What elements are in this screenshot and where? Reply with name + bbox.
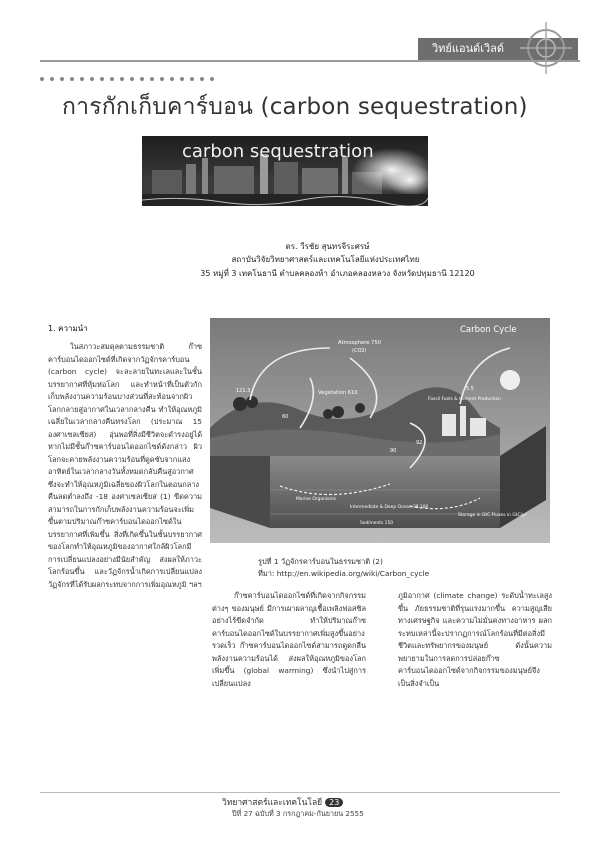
footer-magazine — [222, 795, 343, 809]
vegetation-label: Vegetation 610 — [318, 390, 358, 396]
section-tab: วิทย์แอนด์เวิลด์ — [418, 38, 578, 60]
figure-caption-source: ที่มา: http://en.wikipedia.org/wiki/Carbon_cycle — [258, 569, 430, 578]
figure-caption-title: รูปที่ 1 วัฏจักรคาร์บอนในธรรมชาติ (2) — [258, 557, 383, 566]
storage-legend: Storage in GtC Fluxes in GtC/yr — [458, 513, 527, 518]
sediments-label: Sediments 150 — [360, 521, 394, 526]
banner-title: carbon sequestration — [182, 141, 374, 162]
deep-ocean-label: Intermediate & Deep Ocean 38,100 — [350, 505, 429, 510]
flux-label-3: 92 — [416, 440, 423, 446]
fossil-fuels-label: Fossil Fuels & Cement Production — [428, 397, 501, 402]
column-2-text: ก๊าซคาร์บอนไดออกไซด์ที่เกิดจากกิจกรรมต่างๆ ของมนุษย์ มีการเผาผลาญเชื้อเพลิงฟอสซิลอย่างไร้ขีดจำกัด ทำให้ปริมาณก๊าซคาร์บอนไดออกไซด์ในบรรยากาศเพิ่มสูงขึ้นอย่างรวดเร็ว ก๊าซคาร์บอนไดออกไซด์สามารถดูดกลืนพลังงานความร้อนได้ ส่งผลให้อุณหภูมิของโลกเพิ่มขึ้น (global warming) ซึ่งนำไปสู่การเปลี่ยนแปลง — [212, 591, 367, 688]
figure-caption — [258, 556, 558, 580]
flux-label-5: 60 — [282, 414, 289, 420]
author-address: 35 หมู่ที่ 3 เทคโนธานี ตำบลคลองห้า อำเภอคลองหลวง จังหวัดปทุมธานี 12120 — [200, 269, 475, 278]
column-1-text: ในสภาวะสมดุลตามธรรมชาติ ก๊าซคาร์บอนไดออกไซด์ที่เกิดจากวัฏจักรคาร์บอน (carbon cycle) จะละลายในทะเลและในชั้นบรรยากาศที่หุ้มห่อโลก และทำหน้าที่เป็นตัวกักเก็บพลังงานความร้อนบางส่วนที่สะท้อนจากผิวโลกกลายสู่อากาศในเวลากลางคืน ทำให้อุณหภูมิเฉลี่ยในเวลากลางคืนทรงโลก (ประมาณ 15 องศาเซลเซียส) อุ่นพอที่สิ่งมีชีวิตจะดำรงอยู่ได้ หากไม่มีชั้นก๊าซคาร์บอนไดออกไซด์ดังกล่าว ผิวโลกจะคายพลังงานความร้อนที่ดูดซับจากแสงอาทิตย์ในเวลากลางวันทั้งหมดกลับคืนสู่อวกาศ ซึ่งจะทำให้อุณหภูมิเฉลี่ยของผิวโลกในตอนกลางคืนลดต่ำลงถึง -18 องศาเซลเซียส (1) ขีดความสามารถในการกักเก็บพลังงานความร้อนจะเพิ่มขึ้นตามปริมาณก๊าซคาร์บอนไดออกไซด์ในบรรยากาศที่เพิ่มขึ้น สิ่งที่เกิดขึ้นในชั้นบรรยากาศของโลกทำให้อุณหภูมิของอากาศใกล้ผิวโลกมีการเปลี่ยนแปลงอย่างมีนัยสำคัญ ส่งผลให้ภาวะโลกร้อนขึ้น และวัฏจักรน้ำเกิดการเปลี่ยนแปลง วัฏจักรที่ได้รับผลกระทบจากการเพิ่มอุณหภูมิ ฯลฯ — [48, 342, 202, 589]
author-organization: สถาบันวิจัยวิทยาศาสตร์และเทคโนโลยีแห่งประเทศไทย — [231, 255, 420, 264]
header-rule — [40, 60, 580, 62]
banner-image — [142, 136, 428, 206]
flux-label-1: 121.3 — [236, 388, 251, 394]
page-number: 23 — [325, 798, 343, 807]
figure-title: Carbon Cycle — [460, 325, 517, 335]
atmosphere-label: Atmosphere 750 — [338, 340, 381, 346]
magazine-name: วิทยาศาสตร์และเทคโนโลยี — [222, 798, 323, 808]
article-title: การกักเก็บคาร์บอน (carbon sequestration) — [62, 94, 528, 120]
flux-label-4: 90 — [390, 448, 397, 454]
carbon-cycle-figure — [210, 318, 550, 543]
footer-rule — [40, 792, 560, 793]
co2-label: (CO2) — [352, 348, 367, 354]
header-dots — [40, 66, 220, 72]
flux-label-2: 5.5 — [466, 386, 474, 392]
column-3-text: ภูมิอากาศ (climate change) ระดับน้ำทะเลสูงขึ้น ภัยธรรมชาติที่รุนแรงมากขึ้น ความสูญเสียทางเศรษฐกิจ และความไม่มั่นคงทางอาหาร ผลกระทบเหล่านี้จะปรากฏการณ์โลกร้อนที่มีต่อสิ่งมีชีวิตและทรัพยากรของมนุษย์ ดังนั้นความพยายามในการลดการปล่อยก๊าซคาร์บอนไดออกไซด์จากกิจกรรมของมนุษย์จึงเป็นสิ่งจำเป็น — [398, 591, 552, 688]
section-heading: 1. ความนำ — [48, 324, 88, 333]
author-name: ดร. วีรชัย สุนทรจีระศรษ์ — [285, 242, 370, 251]
footer-issue: ปีที่ 27 ฉบับที่ 3 กรกฎาคม-กันยายน 2555 — [232, 809, 364, 818]
column-1 — [48, 322, 202, 591]
marine-organisms-label: Marine Organisms — [296, 497, 336, 502]
crosshair-icon — [520, 22, 572, 74]
